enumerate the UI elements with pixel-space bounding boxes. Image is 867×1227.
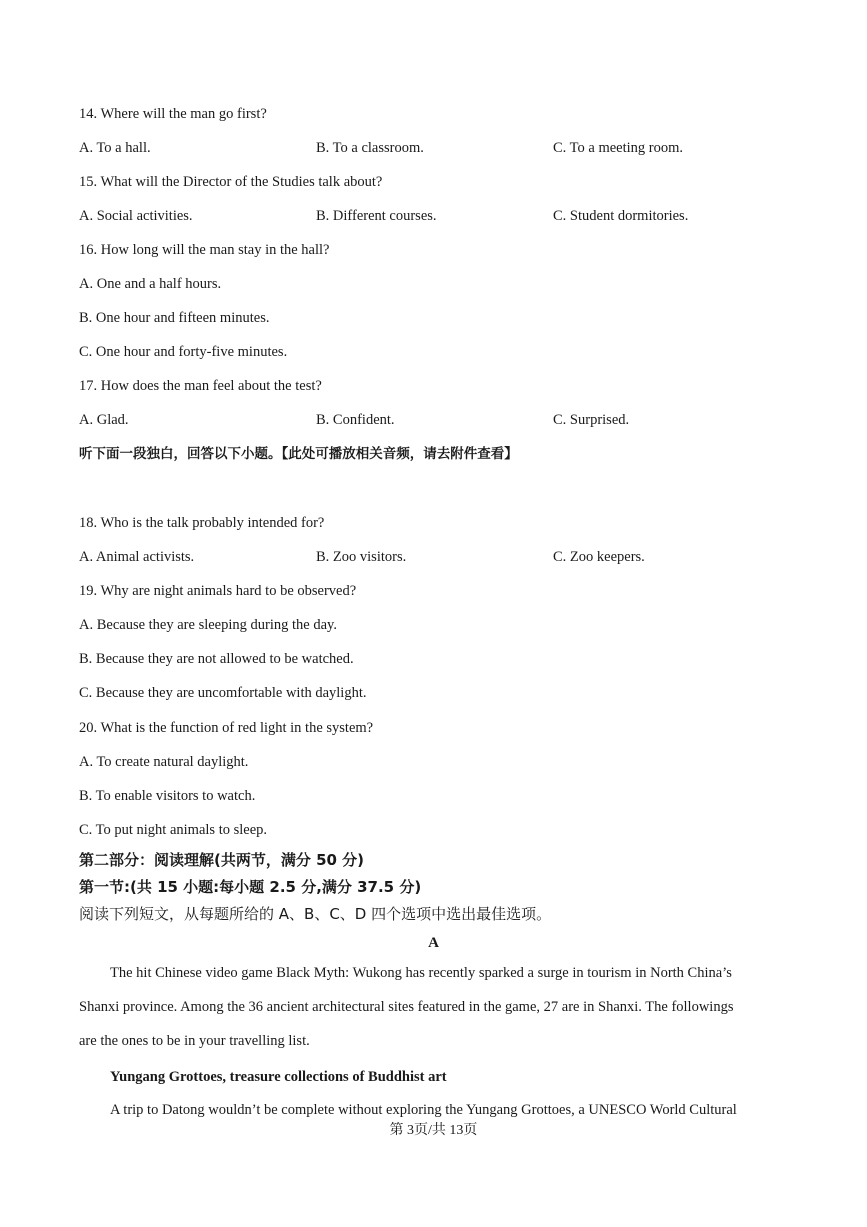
passage-line-3: are the ones to be in your travelling list. bbox=[79, 1033, 310, 1049]
question-14-option-c: C. To a meeting room. bbox=[553, 140, 684, 156]
question-19-option-a: A. Because they are sleeping during the day. bbox=[79, 617, 337, 633]
question-19-stem: 19. Why are night animals hard to be observed? bbox=[79, 583, 357, 599]
question-16-option-a: A. One and a half hours. bbox=[79, 276, 222, 292]
question-16-option-b: B. One hour and fifteen minutes. bbox=[79, 310, 270, 326]
question-20-option-a: A. To create natural daylight. bbox=[79, 754, 249, 770]
question-14-option-b: B. To a classroom. bbox=[316, 140, 424, 156]
passage-letter: A bbox=[428, 935, 439, 951]
question-18-stem: 18. Who is the talk probably intended for? bbox=[79, 515, 325, 531]
question-20-option-b: B. To enable visitors to watch. bbox=[79, 788, 256, 804]
question-15-stem: 15. What will the Director of the Studies talk about? bbox=[79, 174, 383, 190]
passage-line-1: The hit Chinese video game Black Myth: Wukong has recently sparked a surge in tourism in North China’s bbox=[110, 965, 732, 981]
question-16-stem: 16. How long will the man stay in the hall? bbox=[79, 242, 330, 258]
page-footer: 第 3页/共 13页 bbox=[389, 1123, 478, 1138]
audio-instruction: 听下面一段独白，回答以下小题。【此处可播放相关音频，请去附件查看】 bbox=[79, 446, 518, 462]
question-19-option-b: B. Because they are not allowed to be watched. bbox=[79, 651, 354, 667]
question-20-stem: 20. What is the function of red light in the system? bbox=[79, 720, 374, 736]
question-15-option-b: B. Different courses. bbox=[316, 208, 437, 224]
passage-line-4: A trip to Datong wouldn’t be complete without exploring the Yungang Grottoes, a UNESCO World Cultural bbox=[110, 1102, 737, 1118]
question-14-option-a: A. To a hall. bbox=[79, 140, 151, 156]
question-15-option-c: C. Student dormitories. bbox=[553, 208, 689, 224]
question-18-option-b: B. Zoo visitors. bbox=[316, 549, 407, 565]
reading-instruction: 阅读下列短文，从每题所给的 A、B、C、D 四个选项中选出最佳选项。 bbox=[79, 905, 552, 923]
question-18-option-c: C. Zoo keepers. bbox=[553, 549, 645, 565]
question-14-stem: 14. Where will the man go first? bbox=[79, 106, 267, 122]
question-17-option-a: A. Glad. bbox=[79, 412, 129, 428]
question-17-option-b: B. Confident. bbox=[316, 412, 395, 428]
section-heading-part2: 第二部分：阅读理解(共两节，满分 50 分) bbox=[79, 851, 365, 869]
question-17-stem: 17. How does the man feel about the test? bbox=[79, 378, 322, 394]
question-18-option-a: A. Animal activists. bbox=[79, 549, 195, 565]
question-20-option-c: C. To put night animals to sleep. bbox=[79, 822, 268, 838]
question-17-option-c: C. Surprised. bbox=[553, 412, 630, 428]
passage-line-2: Shanxi province. Among the 36 ancient architectural sites featured in the game, 27 are in Shanxi. The followings bbox=[79, 999, 734, 1015]
question-15-option-a: A. Social activities. bbox=[79, 208, 193, 224]
section-heading-part1: 第一节:(共 15 小题:每小题 2.5 分,满分 37.5 分) bbox=[79, 878, 422, 896]
passage-subheading: Yungang Grottoes, treasure collections of Buddhist art bbox=[110, 1069, 447, 1085]
question-19-option-c: C. Because they are uncomfortable with daylight. bbox=[79, 685, 367, 701]
question-16-option-c: C. One hour and forty-five minutes. bbox=[79, 344, 288, 360]
